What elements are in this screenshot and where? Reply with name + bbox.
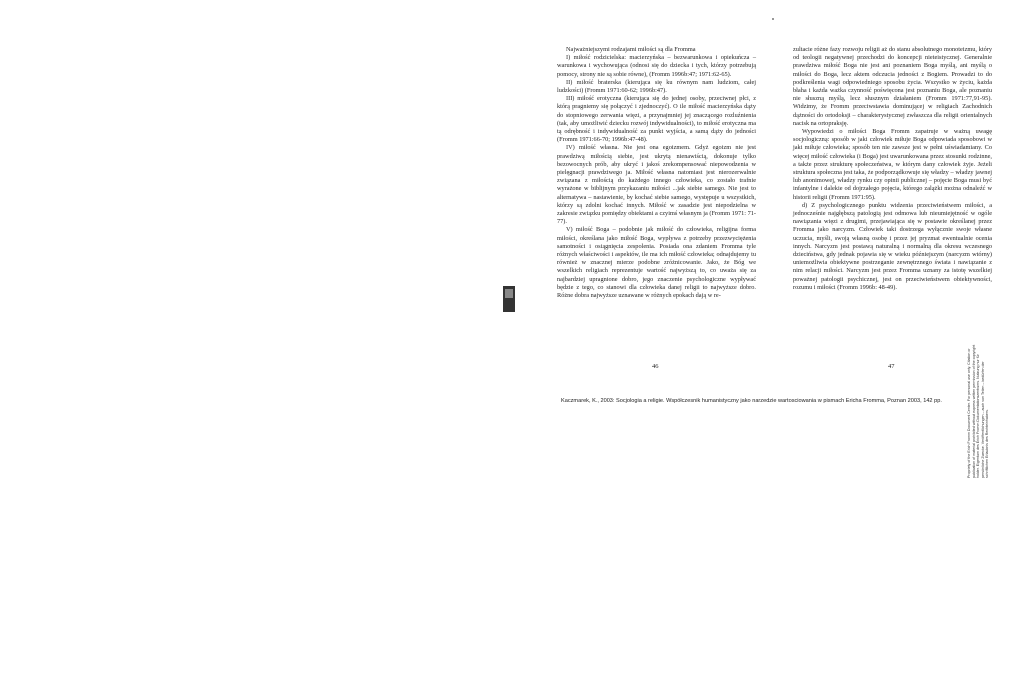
right-paragraph: Wypowiedzi o miłości Boga Fromm zapatruje w ważną uwagę socjologiczną: sposób w jaki człowiek miłuje Boga odpowiada sposobowi w jaki miłuje człowieka; sposób ten nie zawsze jest w pełni uświadamiany. Co więcej miłość człowieka (i Boga) jest uwarunkowana przez stosunki rodzinne, a także przez strukturę społeczeństwa, w którym dany człowiek żyje. Jeżeli struktura społeczna jest taka, że podporządkowuje się władzy – władzy jawnej lub anonimowej, władzy rynku czy opinii publicznej – pojęcie Boga musi być infantylne i dalekie od dojrzałego pojęcia, którego zalążki można odnaleźć w historii religii (Fromm 1971:95).: [793, 128, 992, 201]
right-paragraph: zultacie różne fazy rozwoju religii aż do stanu absolutnego monoteizmu, który od teologii negatywnej przechodzi do koncepcji nieteistycznej. Generalnie prawdziwa miłość Boga nie jest ani poznaniem Boga myślą, ani myślą o miłości do Boga, lecz aktem odczucia jedności z Bogiem. Prowadzi to do podkreślenia wagi odpowiedniego sposobu życia. Wszystko w życiu, każda błaha i każda ważka czynność poświęcona jest poznaniu Boga, ale poznaniu nie słuszną myślą, lecz słusznym działaniem (Fromm 1971:77,91-95). Widzimy, że Fromm przeciwstawia dominującej w religiach Zachodnich dążności do ortodoksji – charakterystycznej zwłaszcza dla religii orientalnych nacisk na ortopraksję.: [793, 46, 992, 127]
left-page-number: 46: [652, 363, 659, 370]
archive-stamp-logo: [503, 286, 515, 312]
left-paragraph: V) miłość Boga – podobnie jak miłość do człowieka, religijna forma miłości, określana jako miłość Boga, wypływa z potrzeby przezwyciężenia samotności i osiągnięcia zespolenia. Posiada ona zdaniem Fromma tyle różnych właściwości i aspektów, ile ma ich miłość człowieka; odnajdujemy tu również w znacznej mierze podobne zróżnicowanie. Jako, że Bóg we wszelkich religiach reprezentuje wartość najwyższą to, co uważa się za najbardziej upragnione dobro, jego znaczenie psychologiczne wypływać będzie z tego, co stanowi dla człowieka danej religii to najwyższe dobro. Różne dobra najwyższe uznawane w różnych epokach dają w re-: [557, 226, 756, 300]
left-paragraph: IV) miłość własna. Nie jest ona egoizmem. Gdyż egoizm nie jest prawdziwą miłością siebie, jest ukrytą nienawiścią, dokonuje tylko bezowocnych prób, aby ukryć i jakoś zrekompensować niepowodzenia w pielęgnacji prawdziwego ja. Miłość własna natomiast jest nierozerwalnie związana z miłością do każdego innego człowieka, co zostało trafnie wyrażone w biblijnym przykazaniu miłości ...jak siebie samego. Nie jest to alternatywa – nastawienie, by kochać siebie samego, występuje u wszystkich, którzy są zdolni kochać innych. Miłość w zasadzie jest niepodzielna w zakresie związku pomiędzy obiektami a czyimś własnym ja (Fromm 1971: 71-77).: [557, 144, 756, 226]
left-paragraph: Najważniejszymi rodzajami miłości są dla Fromma: [566, 46, 696, 53]
right-page-text: [793, 46, 992, 292]
right-paragraph: d) Z psychologicznego punktu widzenia przeciwieństwem miłości, a jednocześnie najgłębszą patologią jest odmowa lub nieumiejętność w ogóle nawiązania więzi z drugimi, przejawiająca się w postawie określanej przez Fromma jako narcyzm. Człowiek taki dostrzega wyłącznie swoje własne uczucia, myśli, swoją własną osobę i przez jej pryzmat ewentualnie ocenia innych. Narcyzm jest postawą naturalną i normalną dla okresu wczesnego dzieciństwa, gdy jednak pojawia się w wieku późniejszym (narcyzm wtórny) uniemożliwia obiektywne postrzeganie zewnętrznego świata i nawiązanie z nim relacji miłości. Narcyzm jest przez Fromma uznany za istotę wszelkiej poważnej patologii psychicznej, jest on przeciwieństwem obiektywności, rozumu i miłości (Fromm 1996b: 48-49).: [793, 201, 992, 291]
left-paragraph: I) miłość rodzicielska: macierzyńska – bezwarunkowa i opiekuńcza – warunkowa i wychowująca (odnosi się do dziecka i tych, którzy potrzebują pomocy, strony nie są sobie równe), (Fromm 1996b:47; 1971:62-65).: [557, 54, 756, 78]
source-citation: Kaczmarek, K., 2003: Socjologia a religie. Współczesnik humanistyczny jako narzedzie wartosciowania w pismach Ericha Fromma, Poznan 2003, 142 pp.: [561, 398, 942, 404]
side-note-text: Propriety of the Erich Fromm Document Center. For personal use only. Citation or publication of material prohibited without express written permission of the copyright holder. Eigentum des Erich Fromm Dokumentationszentrums. Nutzung nur für persönliche Zwecke. Veröffentlichungen – auch von Teilen – bedürfen der schriftlichen Erlaubnis des Rechteinhabers.: [967, 344, 990, 478]
scan-speck: [772, 18, 774, 20]
right-page-number: 47: [888, 363, 895, 370]
left-paragraph: II) miłość braterska (kierująca się ku równym nam ludziom, całej ludzkości) (Fromm 1971:60-62; 1996b:47).: [557, 78, 756, 95]
left-paragraph: III) miłość erotyczna (kierująca się do jednej osoby, przeciwnej płci, z którą pragniemy się połączyć i zjednoczyć). O ile miłość macierzyńska dąży do stopniowego zerwania więzi, a przynajmniej jej znaczącego rozluźnienia (tak, aby umożliwić dziecku rozwój indywidualności), to miłość erotyczna ma tą odrębność i indywidualność za punkt wyjścia, a samą dąży do jedności (Fromm 1971:66-70; 1996b:47-48).: [557, 95, 756, 144]
left-page-text: [557, 46, 756, 300]
